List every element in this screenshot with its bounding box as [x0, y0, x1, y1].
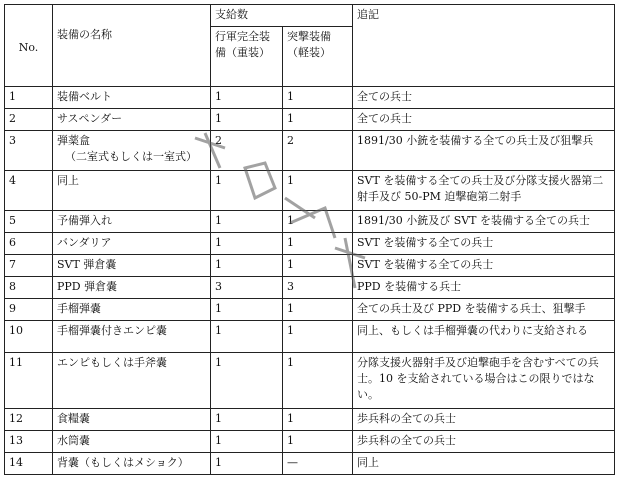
- header-name: 装備の名称: [53, 5, 211, 87]
- header-supply: 支給数: [211, 5, 353, 27]
- header-light: 突撃装備（軽装）: [283, 27, 353, 87]
- cell-no: 4: [5, 171, 53, 211]
- cell-light: 3: [283, 277, 353, 299]
- table-row: [5, 453, 615, 475]
- cell-light: 1: [283, 353, 353, 409]
- cell-no: 2: [5, 109, 53, 131]
- cell-name: [53, 233, 211, 255]
- cell-name-main: 同上: [57, 174, 79, 187]
- cell-light: 2: [283, 131, 353, 171]
- cell-light: 1: [283, 431, 353, 453]
- table-row: [5, 409, 615, 431]
- cell-light: 1: [283, 409, 353, 431]
- cell-heavy: 1: [211, 353, 283, 409]
- cell-name: [53, 453, 211, 475]
- cell-no: 12: [5, 409, 53, 431]
- cell-light: 1: [283, 109, 353, 131]
- cell-heavy: 3: [211, 277, 283, 299]
- cell-remark: 分隊支援火器射手及び迫撃砲手を含むすべての兵士。10 を支給されている場合はこの限りではない。: [353, 353, 615, 409]
- cell-name: [53, 409, 211, 431]
- cell-no: 1: [5, 87, 53, 109]
- cell-name: [53, 255, 211, 277]
- cell-no: 3: [5, 131, 53, 171]
- cell-heavy: 1: [211, 171, 283, 211]
- cell-name-main: 手榴弾嚢: [57, 302, 101, 315]
- table-row: [5, 131, 615, 171]
- cell-no: 8: [5, 277, 53, 299]
- cell-name-main: 手榴弾嚢付きエンピ嚢: [57, 324, 167, 337]
- cell-name: [53, 211, 211, 233]
- cell-heavy: 1: [211, 109, 283, 131]
- cell-remark: 全ての兵士: [353, 87, 615, 109]
- cell-light: 1: [283, 171, 353, 211]
- cell-heavy: 1: [211, 431, 283, 453]
- cell-name: [53, 353, 211, 409]
- cell-remark: PPD を装備する兵士: [353, 277, 615, 299]
- cell-name-main: PPD 弾倉嚢: [57, 280, 118, 293]
- cell-no: 7: [5, 255, 53, 277]
- cell-light: —: [283, 453, 353, 475]
- table-row: [5, 109, 615, 131]
- cell-no: 14: [5, 453, 53, 475]
- cell-name-main: サスペンダー: [57, 112, 123, 125]
- cell-name-main: 装備ベルト: [57, 90, 112, 103]
- cell-light: 1: [283, 87, 353, 109]
- table-body: [5, 5, 615, 475]
- cell-remark: 全ての兵士: [353, 109, 615, 131]
- cell-remark: 歩兵科の全ての兵士: [353, 409, 615, 431]
- cell-remark: SVT を装備する全ての兵士: [353, 255, 615, 277]
- table-row: [5, 353, 615, 409]
- table-row: [5, 233, 615, 255]
- header-remarks: 追記: [353, 5, 615, 87]
- cell-name: [53, 431, 211, 453]
- cell-light: 1: [283, 299, 353, 321]
- cell-no: 5: [5, 211, 53, 233]
- cell-name: [53, 321, 211, 353]
- cell-name-main: 水筒嚢: [57, 434, 90, 447]
- cell-remark: 同上、もしくは手榴弾嚢の代わりに支給される: [353, 321, 615, 353]
- cell-name: [53, 171, 211, 211]
- cell-name-main: バンダリア: [57, 236, 112, 249]
- header-heavy: 行軍完全装備（重装）: [211, 27, 283, 87]
- cell-heavy: 1: [211, 233, 283, 255]
- table-row: [5, 431, 615, 453]
- cell-light: 1: [283, 233, 353, 255]
- cell-name: [53, 109, 211, 131]
- cell-heavy: 1: [211, 409, 283, 431]
- cell-name: [53, 277, 211, 299]
- cell-heavy: 1: [211, 321, 283, 353]
- cell-remark: SVT を装備する全ての兵士及び分隊支援火器第二射手及び 50-PM 迫撃砲第二射手: [353, 171, 615, 211]
- cell-remark: 歩兵科の全ての兵士: [353, 431, 615, 453]
- cell-no: 6: [5, 233, 53, 255]
- cell-remark: 1891/30 小銃及び SVT を装備する全ての兵士: [353, 211, 615, 233]
- table-row: [5, 255, 615, 277]
- cell-name: [53, 131, 211, 171]
- table-row: [5, 171, 615, 211]
- cell-heavy: 1: [211, 211, 283, 233]
- cell-heavy: 1: [211, 299, 283, 321]
- cell-no: 9: [5, 299, 53, 321]
- cell-no: 11: [5, 353, 53, 409]
- cell-remark: 全ての兵士及び PPD を装備する兵士、狙撃手: [353, 299, 615, 321]
- header-row: [5, 5, 615, 27]
- cell-name-main: 背嚢（もしくはメショク）: [57, 456, 189, 469]
- cell-light: 1: [283, 255, 353, 277]
- equipment-table: [4, 4, 615, 475]
- cell-name: [53, 87, 211, 109]
- table-row: [5, 211, 615, 233]
- cell-heavy: 1: [211, 87, 283, 109]
- cell-name-main: 弾薬盒: [57, 134, 90, 147]
- cell-name-sub: （二室式もしくは一室式）: [65, 150, 197, 163]
- cell-light: 1: [283, 211, 353, 233]
- table-row: [5, 299, 615, 321]
- cell-name-main: 食糧嚢: [57, 412, 90, 425]
- cell-name-main: 予備弾入れ: [57, 214, 112, 227]
- cell-heavy: 1: [211, 453, 283, 475]
- cell-name-main: SVT 弾倉嚢: [57, 258, 117, 271]
- table-row: [5, 87, 615, 109]
- cell-remark: SVT を装備する全ての兵士: [353, 233, 615, 255]
- cell-remark: 同上: [353, 453, 615, 475]
- cell-no: 13: [5, 431, 53, 453]
- header-no: No.: [5, 5, 53, 87]
- table-row: [5, 277, 615, 299]
- table-row: [5, 321, 615, 353]
- cell-name-main: エンピもしくは手斧嚢: [57, 356, 167, 369]
- cell-no: 10: [5, 321, 53, 353]
- cell-heavy: 1: [211, 255, 283, 277]
- cell-heavy: 2: [211, 131, 283, 171]
- cell-name: [53, 299, 211, 321]
- cell-remark: 1891/30 小銃を装備する全ての兵士及び狙撃兵: [353, 131, 615, 171]
- cell-light: 1: [283, 321, 353, 353]
